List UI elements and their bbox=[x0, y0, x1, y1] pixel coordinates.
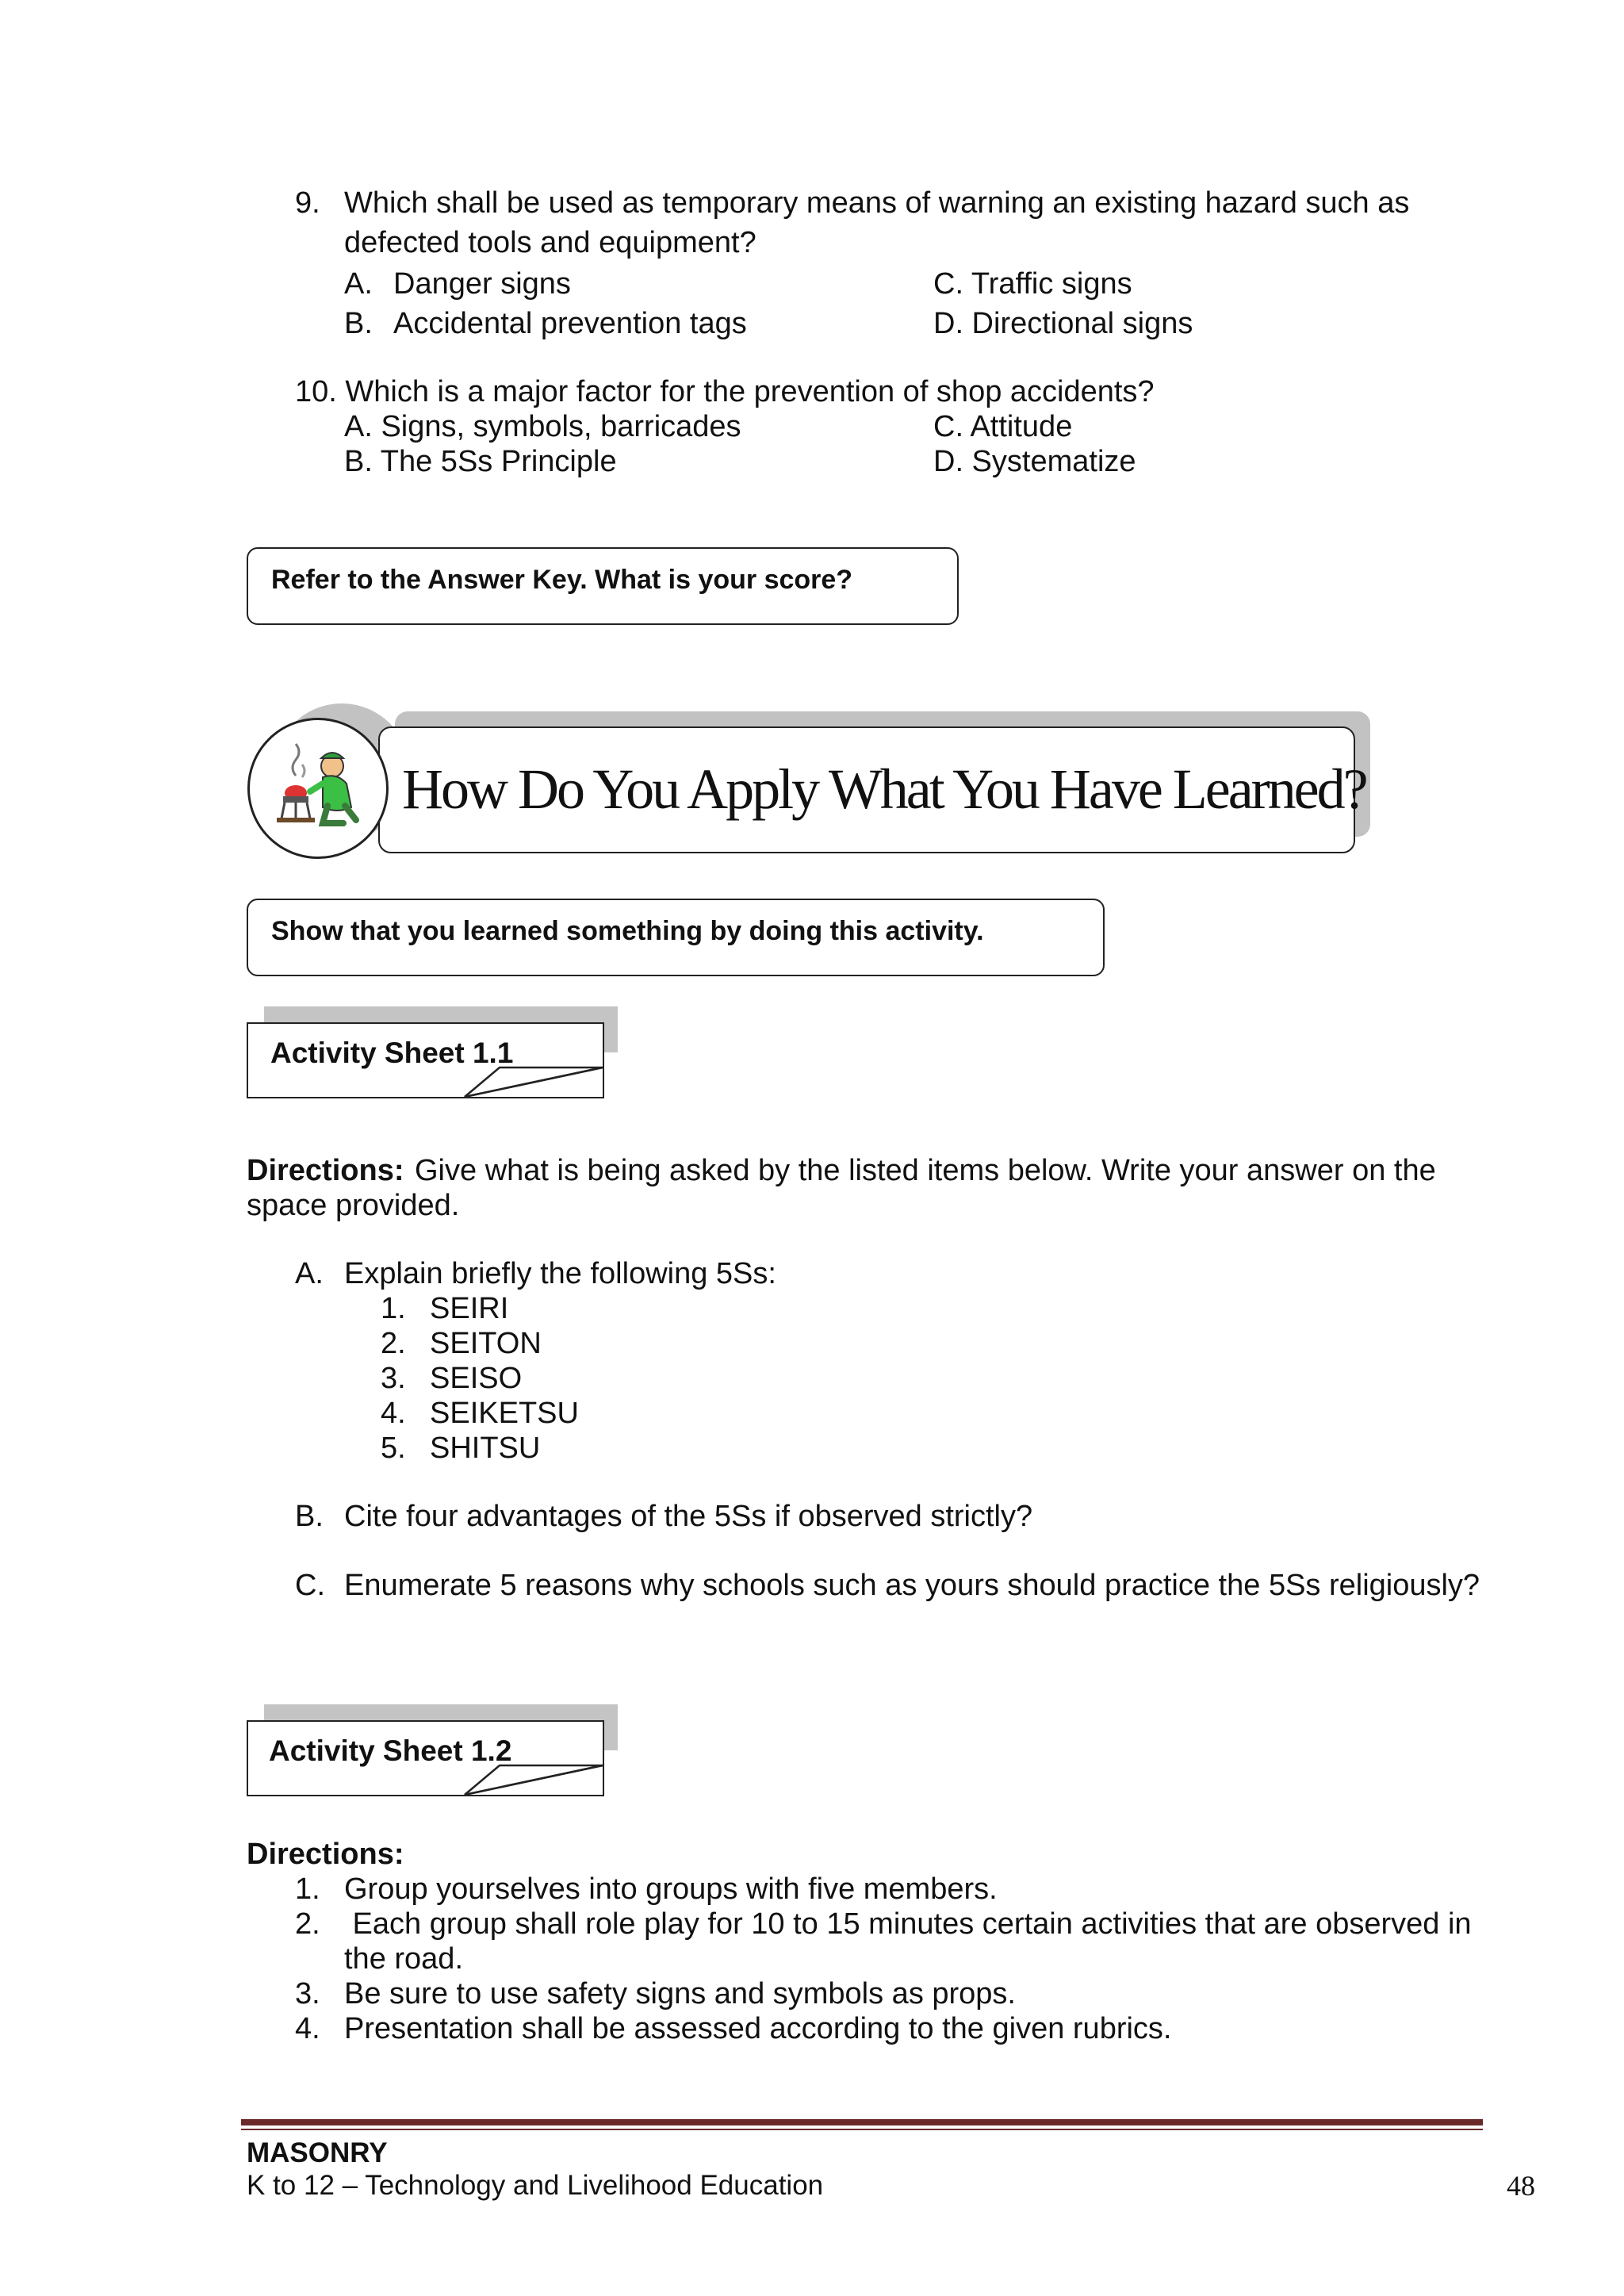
step-text-continued: the road. bbox=[344, 1942, 463, 1976]
q9-text-line2: defected tools and equipment? bbox=[344, 226, 756, 259]
list-item: SEITON bbox=[430, 1327, 542, 1360]
list-item-number: 3. bbox=[381, 1362, 406, 1395]
footer-subject: MASONRY bbox=[247, 2137, 388, 2168]
sheet1-item-b-letter: B. bbox=[295, 1500, 324, 1533]
step-text: Each group shall role play for 10 to 15 minutes certain activities that are observed in bbox=[344, 1907, 1472, 1941]
step-text: Presentation shall be assessed according to the given rubrics. bbox=[344, 2012, 1172, 2045]
q9-text-line1: Which shall be used as temporary means of warning an existing hazard such as bbox=[344, 186, 1410, 220]
sheet2-page-curl bbox=[460, 1761, 619, 1800]
activity-intro-text: Show that you learned something by doing this activity. bbox=[271, 916, 984, 946]
footer-rule-thin bbox=[241, 2129, 1483, 2130]
sheet1-directions-line1: Give what is being asked by the listed items below. Write your answer on the bbox=[415, 1154, 1436, 1187]
heading-banner bbox=[378, 726, 1366, 853]
q9-option-d: D. Directional signs bbox=[933, 307, 1193, 340]
q9-number: 9. bbox=[295, 186, 320, 220]
q10-option-d: D. Systematize bbox=[933, 445, 1136, 478]
q9-option-a: Danger signs bbox=[393, 267, 571, 301]
step-text: Group yourselves into groups with five members. bbox=[344, 1872, 998, 1906]
step-number: 4. bbox=[295, 2012, 320, 2045]
list-item-number: 5. bbox=[381, 1432, 406, 1465]
list-item: SHITSU bbox=[430, 1432, 541, 1465]
answer-key-box bbox=[247, 547, 959, 625]
list-item-number: 4. bbox=[381, 1397, 406, 1430]
q10-option-a: A. Signs, symbols, barricades bbox=[344, 410, 741, 443]
list-item-number: 2. bbox=[381, 1327, 406, 1360]
q10-text: 10. Which is a major factor for the prevention of shop accidents? bbox=[295, 375, 1155, 408]
list-item: SEIRI bbox=[430, 1292, 509, 1325]
sheet1-item-c-text: Enumerate 5 reasons why schools such as yours should practice the 5Ss religiously? bbox=[344, 1569, 1480, 1602]
q10-option-c: C. Attitude bbox=[933, 410, 1073, 443]
list-item-number: 1. bbox=[381, 1292, 406, 1325]
footer-rule-thick bbox=[241, 2119, 1483, 2125]
step-text: Be sure to use safety signs and symbols as props. bbox=[344, 1977, 1016, 2010]
step-number: 3. bbox=[295, 1977, 320, 2010]
sheet1-label: Activity Sheet 1.1 bbox=[270, 1037, 514, 1069]
step-number: 1. bbox=[295, 1872, 320, 1906]
sheet1-page-curl bbox=[460, 1063, 619, 1102]
sheet2-directions-label: Directions: bbox=[247, 1838, 404, 1871]
footer-course: K to 12 – Technology and Livelihood Education bbox=[247, 2170, 824, 2201]
list-item: SEIKETSU bbox=[430, 1397, 579, 1430]
worker-at-campfire-icon bbox=[250, 720, 386, 857]
sheet1-directions-label: Directions: bbox=[247, 1154, 404, 1187]
sheet2-label: Activity Sheet 1.2 bbox=[269, 1734, 512, 1767]
heading-icon-circle bbox=[247, 718, 389, 859]
sheet1-item-a-letter: A. bbox=[295, 1257, 324, 1290]
sheet1-item-c-letter: C. bbox=[295, 1569, 325, 1602]
q9-option-a-letter: A. bbox=[344, 267, 373, 301]
activity-intro-box bbox=[247, 899, 1105, 976]
sheet1-item-b-text: Cite four advantages of the 5Ss if observed strictly? bbox=[344, 1500, 1033, 1533]
step-number: 2. bbox=[295, 1907, 320, 1941]
q10-option-b: B. The 5Ss Principle bbox=[344, 445, 617, 478]
q9-option-b: Accidental prevention tags bbox=[393, 307, 747, 340]
sheet1-item-a-text: Explain briefly the following 5Ss: bbox=[344, 1257, 776, 1290]
sheet1-directions-line2: space provided. bbox=[247, 1189, 460, 1222]
list-item: SEISO bbox=[430, 1362, 523, 1395]
q9-option-b-letter: B. bbox=[344, 307, 373, 340]
section-heading: How Do You Apply What You Have Learned? bbox=[402, 757, 1366, 821]
answer-key-text: Refer to the Answer Key. What is your score? bbox=[271, 565, 853, 595]
q9-option-c: C. Traffic signs bbox=[933, 267, 1132, 301]
page-number: 48 bbox=[1507, 2170, 1535, 2202]
